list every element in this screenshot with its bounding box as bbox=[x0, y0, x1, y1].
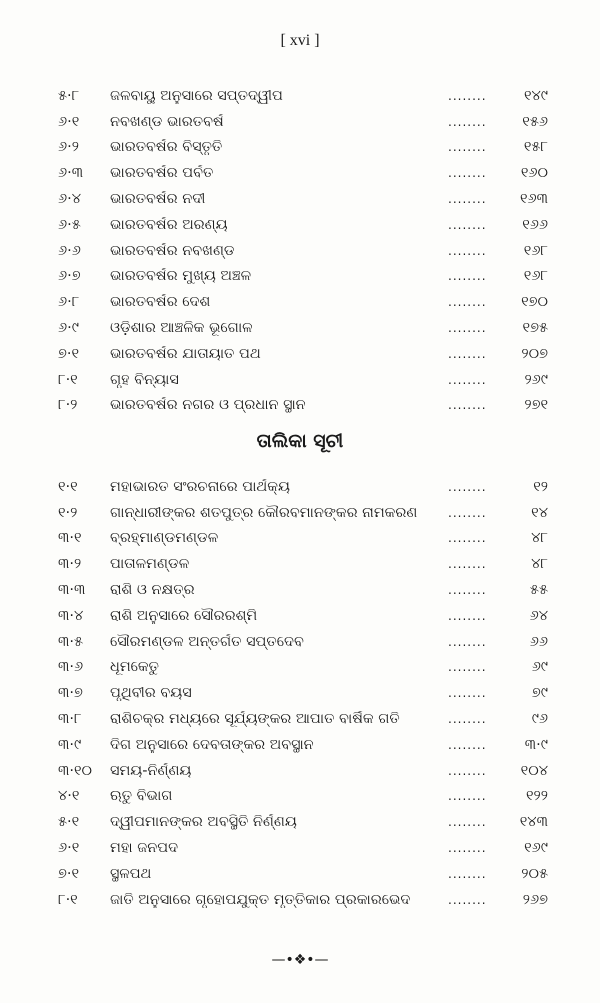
entry-title: ଭାରତବର୍ଷର ନଦୀ bbox=[110, 191, 206, 208]
entry-number: ୩·୧ bbox=[58, 530, 82, 547]
leader-dots: ........ bbox=[448, 114, 487, 129]
toc-entry bbox=[58, 629, 548, 655]
entry-page: ୬୯ bbox=[531, 659, 548, 676]
entry-number: ୬·୮ bbox=[58, 294, 80, 311]
entry-title: ରାଶି ଅନୁସାରେ ସୌରରଶ୍ମି bbox=[110, 607, 258, 624]
entry-number: ୬·୫ bbox=[58, 216, 81, 233]
entry-title: ଭାରତବର୍ଷର ଦେଶ bbox=[110, 294, 211, 311]
entry-title: ଦିଗ ଅନୁସାରେ ଦେବତାଙ୍କର ଅବସ୍ଥାନ bbox=[110, 736, 314, 753]
leader-dots: ........ bbox=[448, 295, 487, 310]
entry-title: ମହା ଜନପଦ bbox=[110, 840, 179, 857]
leader-dots: ........ bbox=[448, 737, 487, 752]
toc-entry bbox=[58, 655, 548, 681]
leader-dots: ........ bbox=[448, 166, 487, 181]
leader-dots: ........ bbox=[448, 712, 487, 727]
entry-title: ଭାରତବର୍ଷର ଯାତାୟାତ ପଥ bbox=[110, 345, 261, 362]
leader-dots: ........ bbox=[448, 346, 487, 361]
toc-entry bbox=[58, 264, 548, 290]
entry-page: ୧୪୩ bbox=[519, 814, 548, 831]
figures-list bbox=[58, 83, 548, 418]
toc-entry bbox=[58, 577, 548, 603]
leader-dots: ........ bbox=[448, 479, 487, 494]
entry-number: ୧·୧ bbox=[58, 478, 78, 495]
entry-number: ୩·୫ bbox=[58, 633, 84, 650]
entry-title: ଭାରତବର୍ଷର ନଗର ଓ ପ୍ରଧାନ ସ୍ଥାନ bbox=[110, 397, 306, 414]
entry-number: ୭·୧ bbox=[58, 865, 80, 882]
leader-dots: ........ bbox=[448, 192, 487, 207]
entry-title: ଜାତି ଅନୁସାରେ ଗୃହୋପଯୁକ୍ତ ମୃତ୍ତିକାର ପ୍ରକାରଭେଦ bbox=[110, 891, 411, 908]
toc-entry bbox=[58, 526, 548, 552]
leader-dots: ........ bbox=[448, 269, 487, 284]
entry-title: ଗୃହ ବିନ୍ୟାସ bbox=[110, 371, 179, 388]
entry-title: ମହାଭାରତ ସଂରଚନାରେ ପାର୍ଥକ୍ୟ bbox=[110, 478, 290, 495]
toc-entry bbox=[58, 289, 548, 315]
entry-title: ଭାରତବର୍ଷର ନବଖଣ୍ଡ bbox=[110, 242, 235, 259]
entry-number: ୬·୨ bbox=[58, 139, 79, 156]
toc-entry bbox=[58, 83, 548, 109]
entry-page: ୧୭୦ bbox=[521, 294, 548, 311]
toc-entry bbox=[58, 784, 548, 810]
entry-title: ଭାରତବର୍ଷର ଅରଣ୍ୟ bbox=[110, 216, 228, 233]
entry-number: ୩·୯ bbox=[58, 736, 82, 753]
entry-page: ୧୬୯ bbox=[524, 840, 548, 857]
toc-entry bbox=[58, 809, 548, 835]
tables-list bbox=[58, 474, 548, 913]
toc-entry bbox=[58, 186, 548, 212]
toc-entry bbox=[58, 758, 548, 784]
entry-number: ୮·୧ bbox=[58, 371, 78, 388]
entry-number: ୩·୨ bbox=[58, 556, 82, 573]
toc-entry bbox=[58, 861, 548, 887]
entry-title: ଭାରତବର୍ଷର ମୁଖ୍ୟ ଅଞ୍ଚଳ bbox=[110, 268, 252, 285]
toc-entry bbox=[58, 835, 548, 861]
entry-page: ୧୭୫ bbox=[522, 320, 548, 337]
leader-dots: ........ bbox=[448, 88, 487, 103]
entry-number: ୭·୧ bbox=[58, 345, 80, 362]
toc-entry bbox=[58, 551, 548, 577]
toc-entry bbox=[58, 680, 548, 706]
entry-page: ୧୪ bbox=[531, 504, 548, 521]
entry-page: ୧୨୨ bbox=[526, 788, 548, 805]
toc-entry bbox=[58, 603, 548, 629]
toc-entry bbox=[58, 238, 548, 264]
entry-title: ଭାରତବର୍ଷର ବିସ୍ତୃତି bbox=[110, 139, 223, 156]
entry-page: ୧୬୮ bbox=[523, 268, 548, 285]
entry-page: ୧୦୪ bbox=[520, 762, 548, 779]
entry-title: ଧୂମକେତୁ bbox=[110, 659, 159, 676]
leader-dots: ........ bbox=[448, 557, 487, 572]
entry-page: ୨୬୯ bbox=[524, 371, 548, 388]
entry-page: ୪୮ bbox=[531, 556, 548, 573]
entry-page: ୧୫୮ bbox=[523, 139, 548, 156]
entry-title: ସୌରମଣ୍ଡଳ ଅନ୍ତର୍ଗତ ସପ୍ତଦେବ bbox=[110, 633, 304, 650]
toc-entry bbox=[58, 212, 548, 238]
entry-page: ୧୬୬ bbox=[522, 216, 548, 233]
entry-number: ୩·୩ bbox=[58, 582, 86, 599]
entry-title: ରାଶିଚକ୍ର ମଧ୍ୟରେ ସୂର୍ଯ୍ୟଙ୍କର ଆପାତ ବାର୍ଷିକ ଗତି bbox=[110, 711, 400, 728]
entry-title: ପୃଥିବୀର ବୟସ bbox=[110, 685, 192, 702]
entry-title: ସ୍ଥଳପଥ bbox=[110, 865, 152, 882]
entry-number: ୬·୧ bbox=[58, 840, 80, 857]
entry-number: ୩·୬ bbox=[58, 659, 84, 676]
entry-page: ୩·୯ bbox=[524, 736, 548, 753]
entry-page: ୭୯ bbox=[531, 685, 548, 702]
entry-page: ୨୬୭ bbox=[522, 891, 548, 908]
entry-number: ୩·୮ bbox=[58, 711, 82, 728]
entry-number: ୩·୭ bbox=[58, 685, 83, 702]
entry-page: ୧୪୯ bbox=[523, 87, 548, 104]
toc-entry bbox=[58, 500, 548, 526]
entry-title: ଓଡ଼ିଶାର ଆଞ୍ଚଳିକ ଭୂଗୋଳ bbox=[110, 320, 253, 337]
entry-page: ୫୫ bbox=[529, 582, 548, 599]
leader-dots: ........ bbox=[448, 634, 487, 649]
entry-page: ୧୬୩ bbox=[519, 191, 548, 208]
entry-title: ଭାରତବର୍ଷର ପର୍ବତ bbox=[110, 165, 214, 182]
entry-number: ୮·୧ bbox=[58, 891, 78, 908]
leader-dots: ........ bbox=[448, 583, 487, 598]
toc-entry bbox=[58, 160, 548, 186]
entry-number: ୮·୨ bbox=[58, 397, 78, 414]
leader-dots: ........ bbox=[448, 505, 487, 520]
entry-number: ୪·୧ bbox=[58, 788, 80, 805]
entry-number: ୬·୧ bbox=[58, 113, 80, 130]
toc-entry bbox=[58, 393, 548, 419]
toc-entry bbox=[58, 315, 548, 341]
leader-dots: ........ bbox=[448, 763, 487, 778]
leader-dots: ........ bbox=[448, 321, 487, 336]
entry-page: ୧୨ bbox=[533, 478, 548, 495]
entry-title: ଗାନ୍ଧାରୀଙ୍କର ଶତପୁତ୍ର କୌରବମାନଙ୍କର ନାମକରଣ bbox=[110, 504, 418, 521]
entry-title: ଜଳବାୟୁ ଅନୁସାରେ ସପ୍ତଦ୍ୱୀପ bbox=[110, 87, 283, 104]
entry-page: ୧୫୬ bbox=[522, 113, 548, 130]
entry-title: ଦ୍ୱୀପମାନଙ୍କର ଅବସ୍ଥିତି ନିର୍ଣ୍ଣୟ bbox=[110, 814, 297, 831]
entry-number: ୫·୧ bbox=[58, 814, 80, 831]
leader-dots: ........ bbox=[448, 531, 487, 546]
entry-title: ରାଶି ଓ ନକ୍ଷତ୍ର bbox=[110, 582, 195, 599]
leader-dots: ........ bbox=[448, 892, 487, 907]
page-number-header: [ xvi ] bbox=[280, 32, 320, 49]
entry-title: ପାତାଳମଣ୍ଡଳ bbox=[110, 556, 190, 573]
entry-page: ୧୬୦ bbox=[520, 165, 548, 182]
entry-page: ୬୪ bbox=[529, 607, 548, 624]
entry-number: ୬·୭ bbox=[58, 268, 81, 285]
leader-dots: ........ bbox=[448, 815, 487, 830]
leader-dots: ........ bbox=[448, 660, 487, 675]
leader-dots: ........ bbox=[448, 686, 487, 701]
toc-entry bbox=[58, 109, 548, 135]
entry-page: ୨୦୫ bbox=[521, 865, 548, 882]
entry-title: ଋତୁ ବିଭାଗ bbox=[110, 788, 173, 805]
leader-dots: ........ bbox=[448, 866, 487, 881]
leader-dots: ........ bbox=[448, 789, 487, 804]
entry-page: ୪୮ bbox=[531, 530, 548, 547]
entry-title: ନବଖଣ୍ଡ ଭାରତବର୍ଷ bbox=[110, 113, 224, 130]
entry-title: ବ୍ରହ୍ମାଣ୍ଡମଣ୍ଡଳ bbox=[110, 530, 219, 547]
toc-entry bbox=[58, 341, 548, 367]
toc-entry bbox=[58, 887, 548, 913]
leader-dots: ........ bbox=[448, 217, 487, 232]
entry-page: ୬୬ bbox=[529, 633, 548, 650]
toc-entry bbox=[58, 135, 548, 161]
tables-list-title: ତାଲିକା ସୂଚୀ bbox=[256, 430, 344, 452]
leader-dots: ........ bbox=[448, 398, 487, 413]
leader-dots: ........ bbox=[448, 608, 487, 623]
toc-entry bbox=[58, 367, 548, 393]
entry-page: ୧୬୮ bbox=[523, 242, 548, 259]
entry-title: ସମୟ-ନିର୍ଣ୍ଣୟ bbox=[110, 762, 192, 779]
toc-entry bbox=[58, 706, 548, 732]
leader-dots: ........ bbox=[448, 243, 487, 258]
entry-number: ୩·୪ bbox=[58, 607, 84, 624]
entry-page: ୨୭୧ bbox=[524, 397, 548, 414]
entry-number: ୬·୪ bbox=[58, 191, 82, 208]
entry-number: ୬·୬ bbox=[58, 242, 81, 259]
entry-number: ୬·୩ bbox=[58, 165, 84, 182]
entry-number: ୬·୯ bbox=[58, 320, 79, 337]
toc-entry bbox=[58, 474, 548, 500]
leader-dots: ........ bbox=[448, 372, 487, 387]
leader-dots: ........ bbox=[448, 841, 487, 856]
entry-number: ୫·୮ bbox=[58, 87, 80, 104]
ornament-divider: —•❖•— bbox=[271, 952, 329, 968]
entry-number: ୧·୨ bbox=[58, 504, 78, 521]
entry-page: ୨୦୭ bbox=[521, 345, 548, 362]
leader-dots: ........ bbox=[448, 140, 487, 155]
toc-entry bbox=[58, 732, 548, 758]
entry-number: ୩·୧୦ bbox=[58, 762, 93, 779]
entry-page: ୯୬ bbox=[531, 711, 548, 728]
